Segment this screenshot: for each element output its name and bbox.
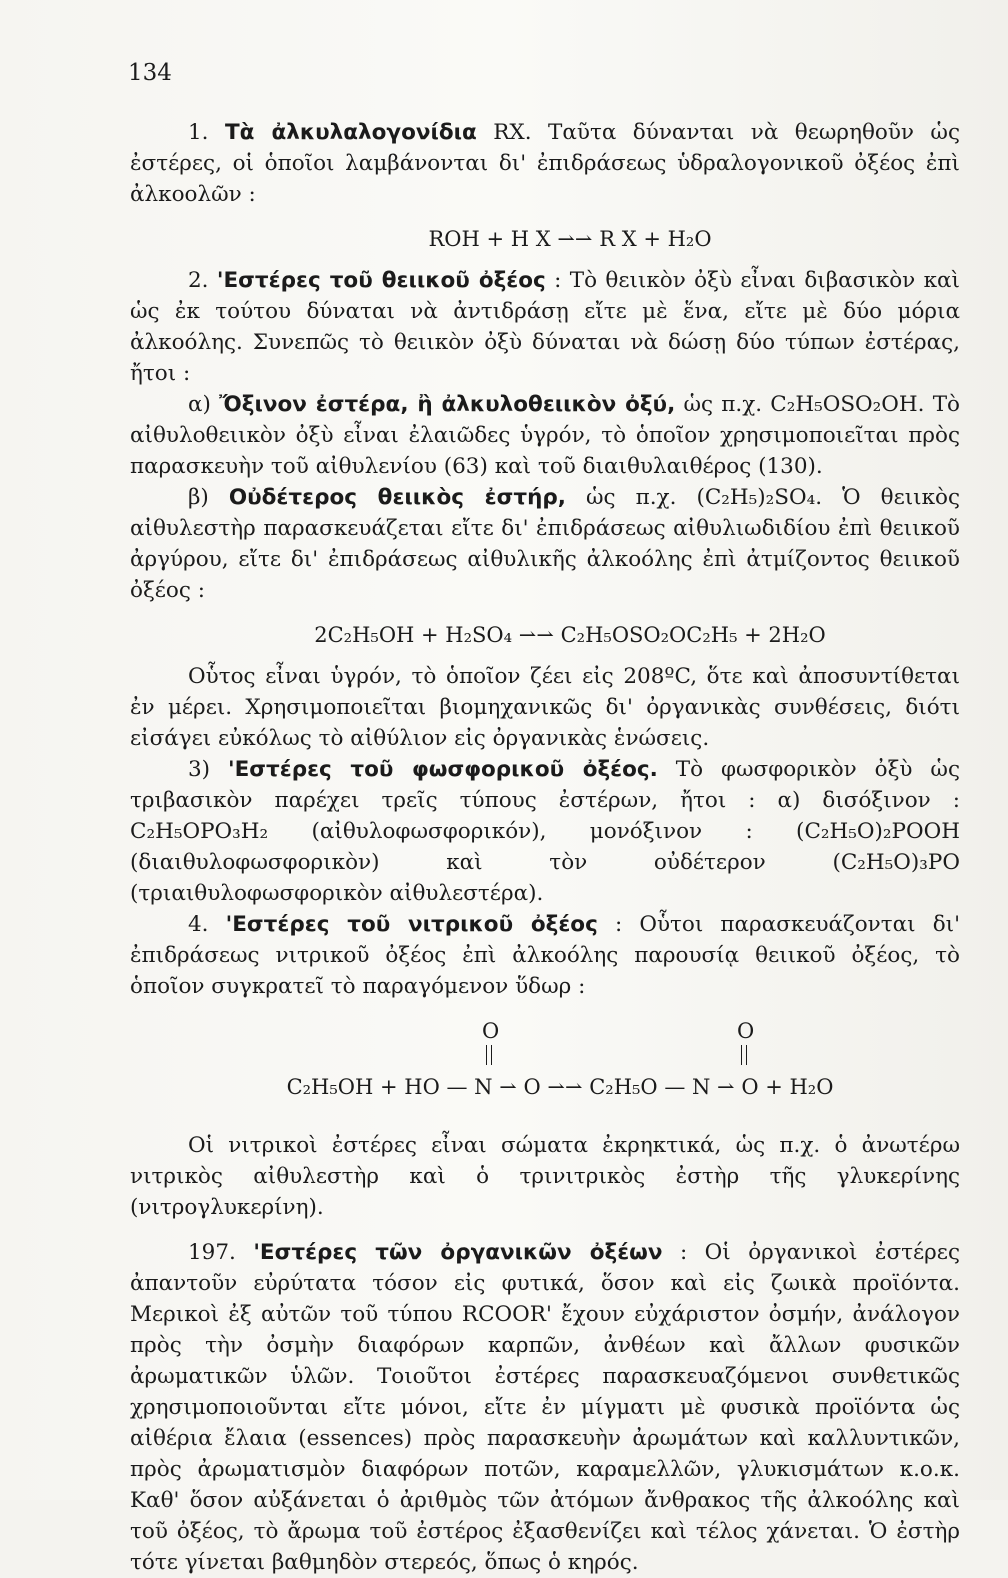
equation-alkyl-halide: ROH + H X ⇀⇀ R X + H₂O	[428, 227, 712, 251]
paragraph-alkyl-halides	[130, 117, 960, 210]
paragraph-organic-esters	[130, 1237, 960, 1578]
section-heading: 'Εστέρες τῶν ὀργανικῶν ὀξέων	[253, 1240, 663, 1265]
section-heading: Ὄξινον ἐστέρα, ἢ ἀλκυλοθειικὸν ὀξύ,	[219, 392, 676, 417]
paragraph-text: RX. Ταῦτα δύνανται νὰ θεωρηθοῦν ὡς ἐστέρες, οἱ ὁποῖοι λαμβάνονται δι' ἐπιδράσεως ὑδραλογονικοῦ ὀξέος ἐπὶ ἀλκοολῶν :	[130, 120, 960, 207]
paragraph-text: ὡς π.χ. (C₂H₅)₂SO₄. Ὁ θειικὸς αἰθυλεστὴρ παρασκευάζεται εἴτε δι' ἐπιδράσεως αἰθυλιωδιδίου ἐπὶ θειικοῦ ἀργύρου, εἴτε δι' ἐπιδράσεως αἰθυλικῆς ἀλκοόλης ἐπὶ ἀτμίζοντος θειικοῦ ὀξέος :	[130, 485, 960, 603]
item-number: 197.	[188, 1240, 254, 1265]
equation-ethyl-nitrate	[130, 1016, 960, 1124]
section-heading: 'Εστέρες τοῦ νιτρικοῦ ὀξέος	[225, 912, 598, 937]
paragraph-sulfuric-esters	[130, 265, 960, 389]
section-heading: 'Εστέρες τοῦ θειικοῦ ὀξέος	[216, 268, 546, 293]
paragraph-nitric-explosives	[130, 1130, 960, 1223]
paragraph-text: : Οἱ ὀργανικοὶ ἐστέρες ἀπαντοῦν εὐρύτατα τόσον εἰς φυτικά, ὅσον καὶ εἰς ζωικὰ προϊόντα. Μερικοὶ ἐξ αὐτῶν τοῦ τύπου RCOOR' ἔχουν εὐχάριστον ὀσμήν, ἀνάλογον πρὸς τὴν ὀσμὴν διαφόρων καρπῶν, ἀνθέων καὶ ἄλλων φυσικῶν ἀρωματικῶν ὑλῶν. Τοιοῦτοι ἐστέρες παρασκευαζόμενοι συνθετικῶς χρησιμοποιοῦνται εἴτε μόνοι, εἴτε ἐν μίγματι μὲ φυσικὰ προϊόντα ὡς αἰθέρια ἔλαια (essences) πρὸς παρασκευὴν ἀρωμάτων καὶ καλλυντικῶν, πρὸς ἀρωματισμὸν διαφόρων ποτῶν, καραμελλῶν, γλυκισμάτων κ.ο.κ. Καθ' ὅσον αὐξάνεται ὁ ἀριθμὸς τῶν ἀτόμων ἄνθρακος τῆς ἀλκοόλης καὶ τοῦ ὀξέος, τὸ ἄρωμα τοῦ ἐστέρος ἐξασθενίζει καὶ τέλος χάνεται. Ὁ ἐστὴρ τότε γίνεται βαθμηδὸν στερεός, ὅπως ὁ κηρός.	[130, 1240, 960, 1575]
item-number: 1.	[188, 120, 225, 145]
section-heading: Τὰ ἀλκυλαλογονίδια	[224, 120, 477, 145]
double-bond-mark	[746, 1045, 748, 1065]
section-heading: 'Εστέρες τοῦ φωσφορικοῦ ὀξέος.	[228, 757, 658, 782]
item-number: 3)	[188, 757, 228, 782]
section-gap	[130, 1223, 960, 1237]
equation-diethyl-sulfate: 2C₂H₅OH + H₂SO₄ ⇀⇀ C₂H₅OSO₂OC₂H₅ + 2H₂O	[314, 623, 826, 647]
double-bond-mark	[491, 1045, 493, 1065]
paragraph-text: Τὸ φωσφορικὸν ὀξὺ ὡς τριβασικὸν παρέχει τρεῖς τύπους ἐστέρων, ἤτοι : α) δισόξινον : C₂H₅OPO₃H₂ (αἰθυλοφωσφορικόν), μονόξινον : (C₂H₅O)₂POOH (διαιθυλοφωσφορικὸν) καὶ τὸν οὐδέτερον (C₂H₅O)₃PO (τριαιθυλοφωσφορικὸν αἰθυλεστέρα).	[130, 757, 960, 906]
paragraph-text: : Τὸ θειικὸν ὀξὺ εἶναι διβασικὸν καὶ ὡς ἐκ τούτου δύναται νὰ ἀντιδράσῃ εἴτε μὲ ἕνα, εἴτε μὲ δύο μόρια ἀλκοόλης. Συνεπῶς τὸ θειικὸν ὀξὺ δύναται νὰ δώσῃ δύο τύπων ἐστέρας, ἤτοι :	[130, 268, 960, 386]
page-number: 134	[128, 60, 172, 86]
paragraph-text: Οἱ νιτρικοὶ ἐστέρες εἶναι σώματα ἐκρηκτικά, ὡς π.χ. ὁ ἀνωτέρω νιτρικὸς αἰθυλεστὴρ καὶ ὁ τρινιτρικὸς ἐστὴρ τῆς γλυκερίνης (νιτρογλυκερίνη).	[130, 1133, 960, 1220]
paragraph-nitric-esters	[130, 909, 960, 1002]
page-body	[130, 117, 960, 1578]
oxo-label: O	[737, 1019, 755, 1043]
item-number: α)	[188, 392, 220, 417]
oxo-label: O	[482, 1019, 500, 1043]
paragraph-neutral-ester	[130, 482, 960, 606]
paragraph-text: Οὗτος εἶναι ὑγρόν, τὸ ὁποῖον ζέει εἰς 208ºC, ὅτε καὶ ἀποσυντίθεται ἐν μέρει. Χρησιμοποιεῖται βιομηχανικῶς δι' ὀργανικὰς συνθέσεις, διότι εἰσάγει εὐκόλως τὸ αἰθύλιον εἰς ὀργανικὰς ἑνώσεις.	[130, 664, 960, 751]
paragraph-text: : Οὗτοι παρασκευάζονται δι' ἐπιδράσεως νιτρικοῦ ὀξέος ἐπὶ ἀλκοόλης παρουσίᾳ θειικοῦ ὀξέος, τὸ ὁποῖον συγκρατεῖ τὸ παραγόμενον ὕδωρ :	[130, 912, 960, 999]
paragraph-phosphoric-esters	[130, 754, 960, 909]
equation-line: C₂H₅OH + HO — N ⇀ O ⇀⇀ C₂H₅O — N ⇀ O + H₂O	[286, 1075, 834, 1099]
paragraph-diethyl-sulfate-use	[130, 661, 960, 754]
double-bond-mark	[486, 1045, 488, 1065]
section-heading: Οὐδέτερος θειικὸς ἐστήρ,	[228, 485, 566, 510]
item-number: β)	[188, 485, 229, 510]
paragraph-acid-ester	[130, 389, 960, 482]
item-number: 4.	[188, 912, 226, 937]
item-number: 2.	[188, 268, 217, 293]
double-bond-mark	[741, 1045, 743, 1065]
paragraph-text: ὡς π.χ. C₂H₅OSO₂OH. Τὸ αἰθυλοθειικὸν ὀξὺ εἶναι ἐλαιῶδες ὑγρόν, τὸ ὁποῖον χρησιμοποιεῖται πρὸς παρασκευὴν τοῦ αἰθυλενίου (63) καὶ τοῦ διαιθυλαιθέρος (130).	[130, 392, 960, 479]
